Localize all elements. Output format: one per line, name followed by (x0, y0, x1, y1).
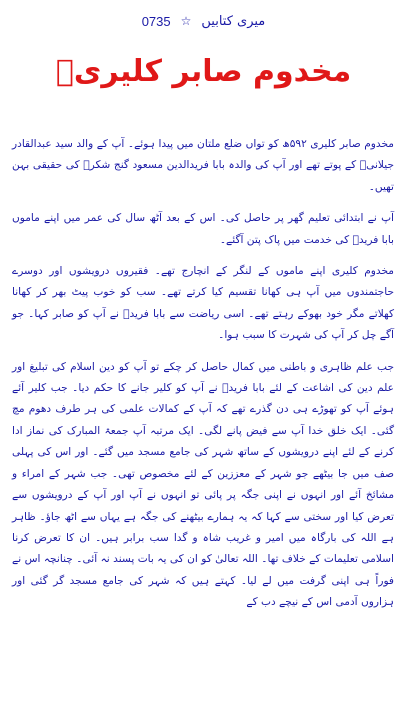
page-number: 0735 (141, 13, 171, 29)
book-title: میری کتابیں (201, 13, 266, 29)
paragraph-1: مخدوم صابر کلیری ۵۹۲ھ کو تواں ضلع ملتان میں پیدا ہوئے۔ آپ کے والد سید عبدالقادر جیلانیؒ کے پوتے تھے اور آپ کی والدہ بابا فریدالدین مسعود گنج شکرؒ کی حقیقی بہن تھیں۔ (12, 138, 394, 193)
article-title: مخدوم صابر کلیریؒ (55, 54, 352, 89)
page-header (0, 10, 407, 32)
article-body (12, 134, 394, 624)
star-icon: ☆ (180, 14, 192, 28)
paragraph-3: مخدوم کلیری اپنے ماموں کے لنگر کے انچارج تھے۔ فقیروں درویشوں اور دوسرے حاجتمندوں میں آپ ہی کھانا تقسیم کیا کرتے تھے۔ سب کو خوب پیٹ بھر کر کھانا کھلاتے مگر خود بھوکے رہتے تھے۔ اسی ریاضت سے بابا فریدؒ نے آپ کو صابر کہا۔ جو آگے چل کر آپ کی شہرت کا سبب ہوا۔ (12, 265, 394, 342)
paragraph-2: آپ نے ابتدائی تعلیم گھر پر حاصل کی۔ اس کے بعد آٹھ سال کی عمر میں اپنے ماموں بابا فریدؒ کی خدمت میں پاک پتن آگئے۔ (12, 212, 394, 246)
paragraph-4: جب علم ظاہری و باطنی میں کمال حاصل کر چکے تو آپ کو دین اسلام کی تبلیغ اور علم دین کی اشاعت کے لئے بابا فریدؒ نے آپ کو کلیر جانے کا حکم دیا۔ جب کلیر آئے ہوئے آپ کو تھوڑے ہی دن گذرے تھے کہ آپ کے کمالات علمی کی ہر طرف دھوم مچ گئی۔ ایک خلق خدا آپ سے فیض پانے لگی۔ ایک مرتبہ آپ جمعۃ المبارک کی نماز ادا کرنے کے لئے اپنے درویشوں کے ساتھ شہر کی جامع مسجد میں گئے۔ اور اس کی پہلی صف میں جا بیٹھے جو شہر کے معززین کے لئے مخصوص تھی۔ جب شہر کے امراء و مشائخ آئے اور انہوں نے اپنی جگہ پر پائی تو انہوں نے آپ اور آپ کے درویشوں سے تعرض کیا اور سختی سے کہا کہ یہ ہمارے بیٹھنے کی جگہ ہے یہاں سے اٹھ جاؤ۔ ظاہر ہے اللہ کی بارگاہ میں امیر و غریب شاہ و گدا سب برابر ہیں۔ ان کا تعرض کرنا اسلامی تعلیمات کے خلاف تھا۔ اللہ تعالیٰ کو ان کی یہ بات پسند نہ آئی۔ چنانچہ اس نے فوراً ہی اپنی گرفت میں لے لیا۔ کہتے ہیں کہ شہر کی جامع مسجد گر گئی اور ہزاروں آدمی اس کے نیچے دب کے (12, 360, 394, 609)
